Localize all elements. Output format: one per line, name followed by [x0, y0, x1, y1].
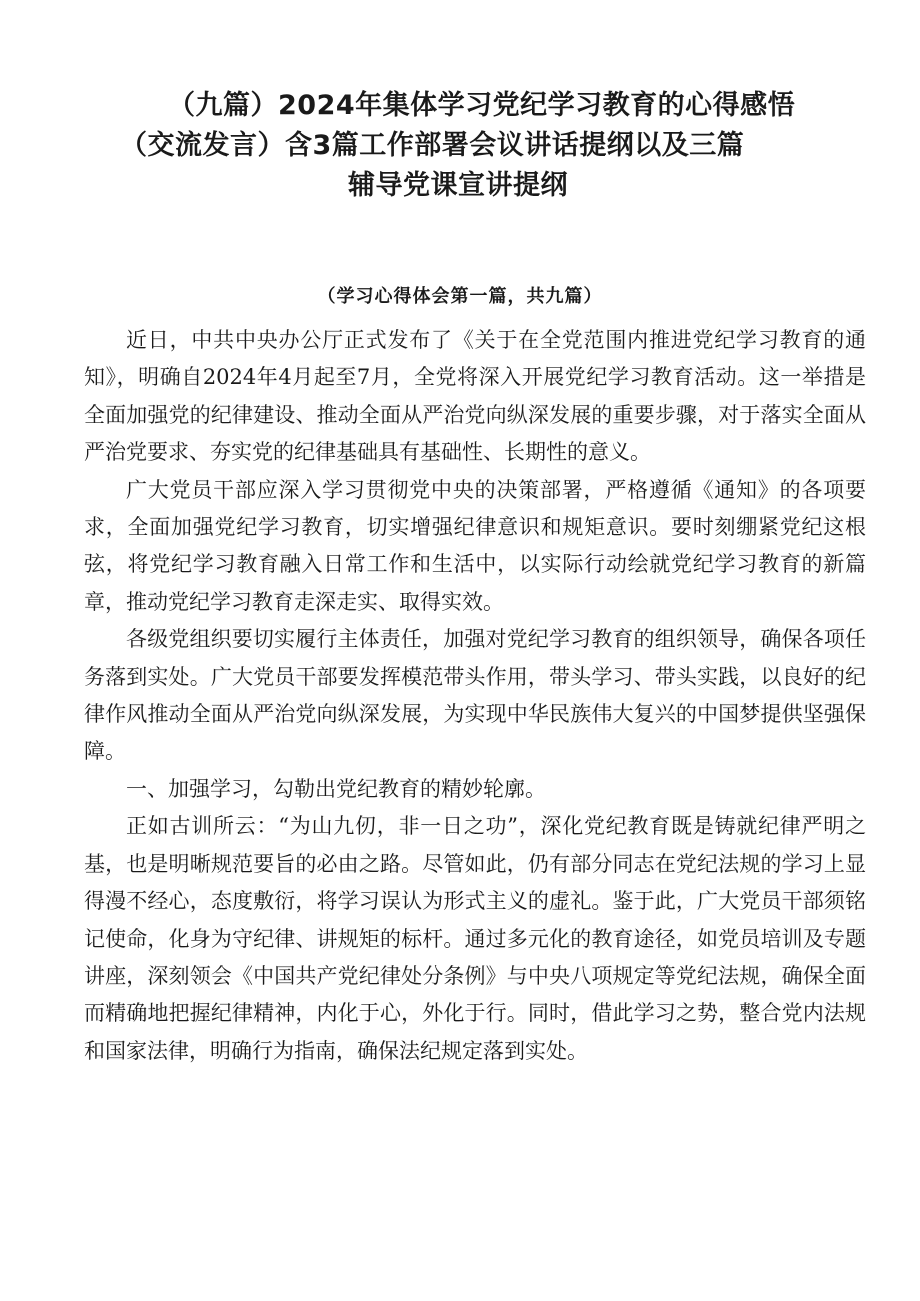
- document-title: [120, 86, 860, 206]
- paragraph-2: 广大党员干部应深入学习贯彻党中央的决策部署，严格遵循《通知》的各项要求，全面加强党纪学习教育，切实增强纪律意识和规矩意识。要时刻绷紧党纪这根弦，将党纪学习教育融入日常工作和生活中，以实际行动绘就党纪学习教育的新篇章，推动党纪学习教育走深走实、取得实效。: [84, 477, 866, 614]
- section-heading-1: 一、加强学习，勾勒出党纪教育的精妙轮廓。: [126, 776, 546, 801]
- paragraph-1: 近日，中共中央办公厅正式发布了《关于在全党范围内推进党纪学习教育的通知》，明确自2024年4月起至7月，全党将深入开展党纪学习教育活动。这一举措是全面加强党的纪律建设、推动全面从严治党向纵深发展的重要步骤，对于落实全面从严治党要求、夯实党的纪律基础具有基础性、长期性的意义。: [84, 328, 866, 465]
- document-body: [84, 322, 866, 1070]
- title-line-3: 辅导党课宣讲提纲: [348, 170, 568, 201]
- title-line-2: （交流发言）含3篇工作部署会议讲话提纲以及三篇: [120, 130, 745, 161]
- document-subtitle: （学习心得体会第一篇，共九篇）: [317, 286, 603, 307]
- paragraph-3: 各级党组织要切实履行主体责任，加强对党纪学习教育的组织领导，确保各项任务落到实处。广大党员干部要发挥模范带头作用，带头学习、带头实践，以良好的纪律作风推动全面从严治党向纵深发展，为实现中华民族伟大复兴的中国梦提供坚强保障。: [84, 627, 866, 764]
- title-line-1: （九篇）2024年集体学习党纪学习教育的心得感悟: [168, 90, 796, 121]
- paragraph-4: 正如古训所云：“为山九仞，非一日之功”，深化党纪教育既是铸就纪律严明之基，也是明晰规范要旨的必由之路。尽管如此，仍有部分同志在党纪法规的学习上显得漫不经心，态度敷衍，将学习误认为形式主义的虚礼。鉴于此，广大党员干部须铭记使命，化身为守纪律、讲规矩的标杆。通过多元化的教育途径，如党员培训及专题讲座，深刻领会《中国共产党纪律处分条例》与中央八项规定等党纪法规，确保全面而精确地把握纪律精神，内化于心，外化于行。同时，借此学习之势，整合党内法规和国家法律，明确行为指南，确保法纪规定落到实处。: [84, 814, 866, 1063]
